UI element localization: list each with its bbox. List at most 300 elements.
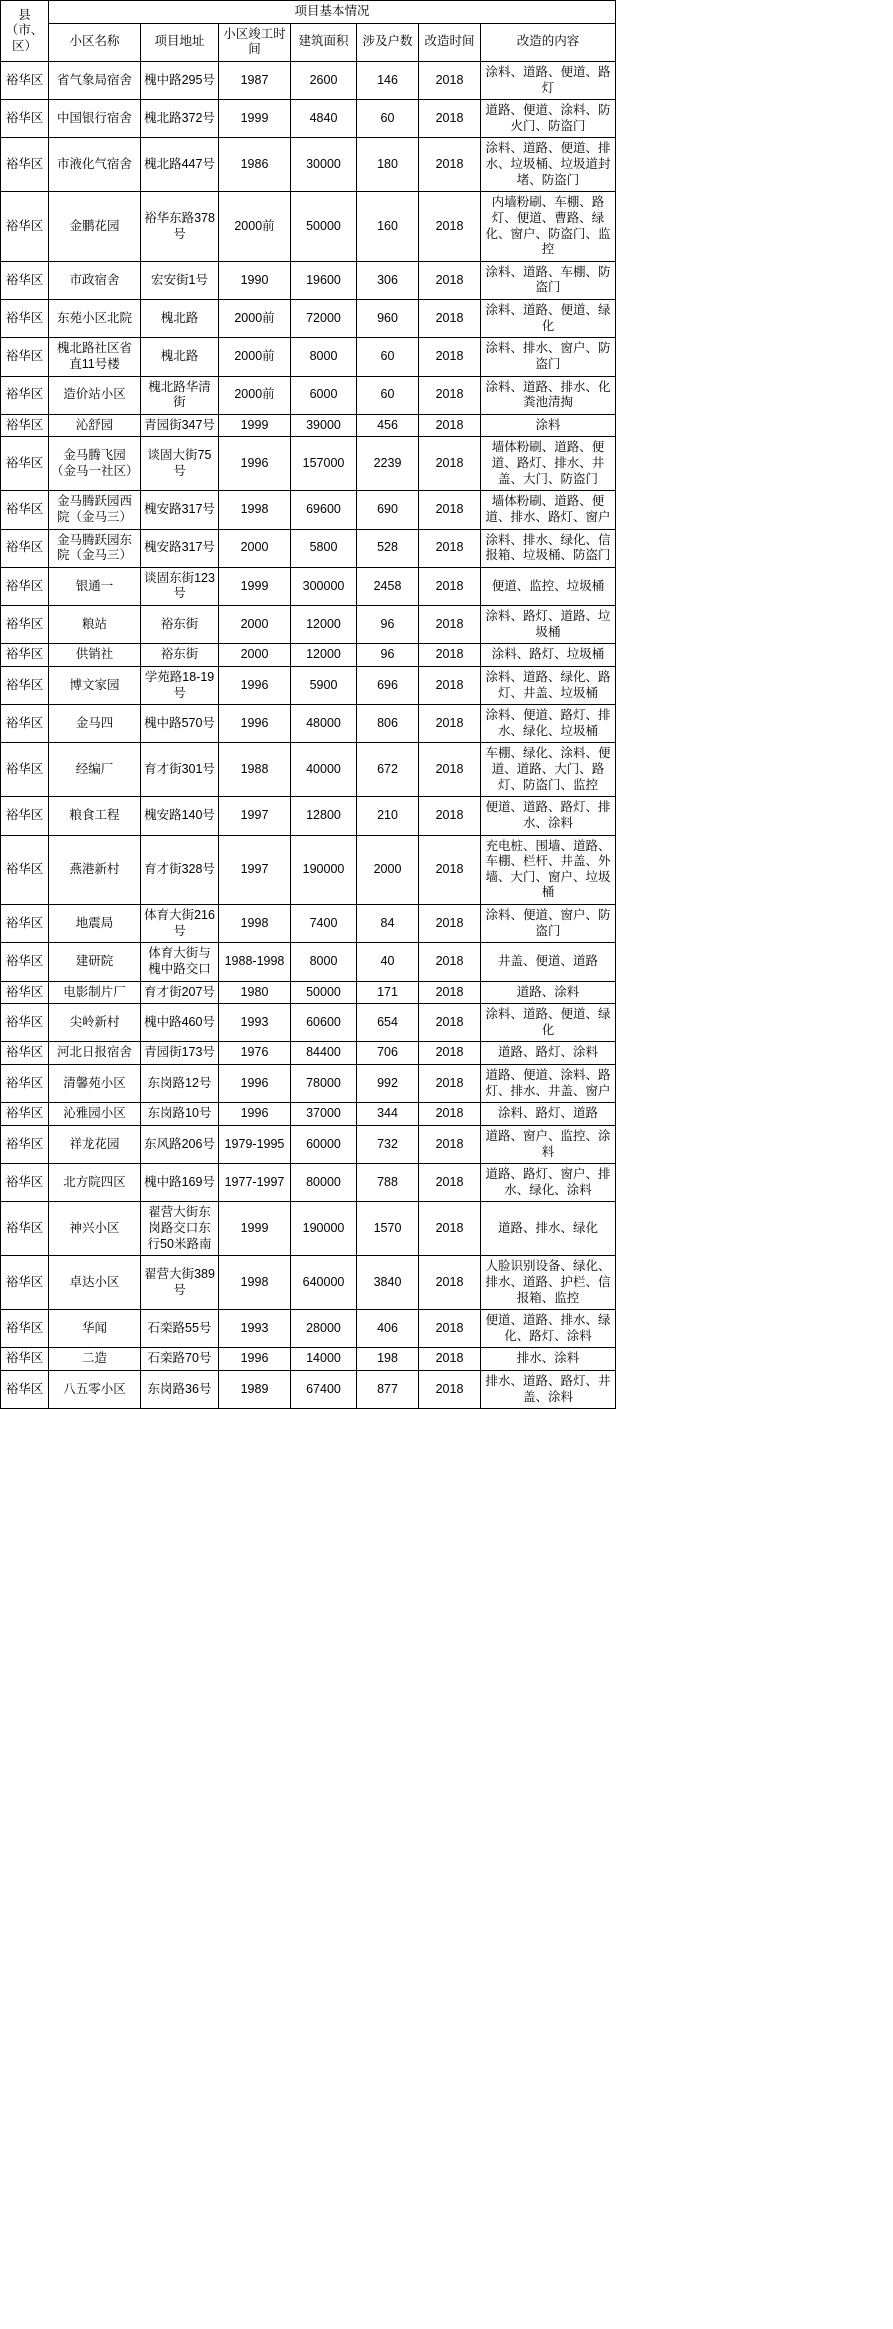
cell-completion-time: 1999 <box>219 1202 291 1256</box>
cell-completion-time: 1996 <box>219 437 291 491</box>
cell-district: 裕华区 <box>1 1256 49 1310</box>
table-row <box>1 1042 616 1065</box>
cell-retrofit-content: 墙体粉刷、道路、便道、路灯、排水、井盖、大门、防盗门 <box>481 437 616 491</box>
cell-retrofit-content: 道路、路灯、窗户、排水、绿化、涂料 <box>481 1164 616 1202</box>
cell-community-name: 电影制片厂 <box>49 981 141 1004</box>
table-row <box>1 943 616 981</box>
cell-building-area: 19600 <box>291 261 357 299</box>
cell-building-area: 12800 <box>291 797 357 835</box>
cell-households: 344 <box>357 1103 419 1126</box>
cell-households: 3840 <box>357 1256 419 1310</box>
cell-retrofit-content: 涂料、便道、窗户、防盗门 <box>481 905 616 943</box>
table-row <box>1 606 616 644</box>
cell-community-name: 神兴小区 <box>49 1202 141 1256</box>
cell-district: 裕华区 <box>1 666 49 704</box>
column-header-district: 县（市、区） <box>1 1 49 62</box>
cell-community-name: 八五零小区 <box>49 1371 141 1409</box>
cell-households: 406 <box>357 1310 419 1348</box>
cell-retrofit-content: 便道、道路、路灯、排水、涂料 <box>481 797 616 835</box>
cell-retrofit-content: 便道、监控、垃圾桶 <box>481 567 616 605</box>
cell-project-address: 槐中路295号 <box>141 61 219 99</box>
cell-building-area: 12000 <box>291 644 357 667</box>
cell-building-area: 14000 <box>291 1348 357 1371</box>
table-row <box>1 1004 616 1042</box>
table-row <box>1 1310 616 1348</box>
cell-project-address: 东岗路12号 <box>141 1065 219 1103</box>
cell-completion-time: 2000 <box>219 606 291 644</box>
cell-retrofit-time: 2018 <box>419 705 481 743</box>
cell-retrofit-time: 2018 <box>419 1042 481 1065</box>
cell-completion-time: 1986 <box>219 138 291 192</box>
cell-community-name: 燕港新村 <box>49 835 141 905</box>
cell-building-area: 37000 <box>291 1103 357 1126</box>
cell-district: 裕华区 <box>1 376 49 414</box>
cell-project-address: 槐北路372号 <box>141 100 219 138</box>
cell-building-area: 60000 <box>291 1125 357 1163</box>
cell-project-address: 槐安路317号 <box>141 529 219 567</box>
cell-community-name: 北方院四区 <box>49 1164 141 1202</box>
cell-project-address: 体育大街216号 <box>141 905 219 943</box>
cell-retrofit-content: 涂料、道路、便道、排水、垃圾桶、垃圾道封堵、防盗门 <box>481 138 616 192</box>
cell-completion-time: 1993 <box>219 1310 291 1348</box>
cell-households: 528 <box>357 529 419 567</box>
cell-retrofit-content: 井盖、便道、道路 <box>481 943 616 981</box>
cell-retrofit-content: 涂料、道路、车棚、防盗门 <box>481 261 616 299</box>
cell-district: 裕华区 <box>1 705 49 743</box>
cell-retrofit-content: 涂料、道路、便道、绿化 <box>481 1004 616 1042</box>
cell-retrofit-time: 2018 <box>419 61 481 99</box>
cell-community-name: 沁雅园小区 <box>49 1103 141 1126</box>
cell-households: 1570 <box>357 1202 419 1256</box>
cell-retrofit-time: 2018 <box>419 529 481 567</box>
cell-project-address: 裕东街 <box>141 644 219 667</box>
column-header-building-area: 建筑面积 <box>291 23 357 61</box>
cell-households: 146 <box>357 61 419 99</box>
cell-community-name: 金马腾跃园西院（金马三） <box>49 491 141 529</box>
cell-retrofit-time: 2018 <box>419 300 481 338</box>
cell-retrofit-content: 涂料、排水、窗户、防盗门 <box>481 338 616 376</box>
cell-district: 裕华区 <box>1 1004 49 1042</box>
cell-completion-time: 1993 <box>219 1004 291 1042</box>
cell-households: 40 <box>357 943 419 981</box>
cell-retrofit-time: 2018 <box>419 1065 481 1103</box>
cell-retrofit-time: 2018 <box>419 138 481 192</box>
cell-retrofit-content: 涂料、路灯、道路、垃圾桶 <box>481 606 616 644</box>
table-header-row-1 <box>1 1 616 24</box>
cell-project-address: 槐中路460号 <box>141 1004 219 1042</box>
table-row <box>1 192 616 262</box>
cell-building-area: 157000 <box>291 437 357 491</box>
cell-retrofit-content: 道路、便道、涂料、路灯、排水、井盖、窗户 <box>481 1065 616 1103</box>
column-group-header-project-info: 项目基本情况 <box>49 1 616 24</box>
cell-building-area: 39000 <box>291 414 357 437</box>
cell-community-name: 河北日报宿舍 <box>49 1042 141 1065</box>
cell-project-address: 宏安街1号 <box>141 261 219 299</box>
cell-district: 裕华区 <box>1 1371 49 1409</box>
cell-district: 裕华区 <box>1 1164 49 1202</box>
cell-project-address: 裕东街 <box>141 606 219 644</box>
cell-district: 裕华区 <box>1 529 49 567</box>
cell-building-area: 80000 <box>291 1164 357 1202</box>
cell-community-name: 东苑小区北院 <box>49 300 141 338</box>
cell-retrofit-content: 涂料、道路、便道、绿化 <box>481 300 616 338</box>
table-row <box>1 338 616 376</box>
table-row <box>1 1103 616 1126</box>
cell-retrofit-time: 2018 <box>419 100 481 138</box>
cell-retrofit-time: 2018 <box>419 1125 481 1163</box>
cell-building-area: 7400 <box>291 905 357 943</box>
cell-households: 210 <box>357 797 419 835</box>
cell-district: 裕华区 <box>1 1125 49 1163</box>
cell-retrofit-time: 2018 <box>419 644 481 667</box>
cell-community-name: 供销社 <box>49 644 141 667</box>
cell-retrofit-time: 2018 <box>419 606 481 644</box>
table-row <box>1 1065 616 1103</box>
cell-project-address: 育才街301号 <box>141 743 219 797</box>
cell-district: 裕华区 <box>1 437 49 491</box>
cell-completion-time: 1996 <box>219 1348 291 1371</box>
cell-building-area: 60600 <box>291 1004 357 1042</box>
cell-building-area: 190000 <box>291 1202 357 1256</box>
cell-district: 裕华区 <box>1 61 49 99</box>
cell-building-area: 190000 <box>291 835 357 905</box>
cell-building-area: 72000 <box>291 300 357 338</box>
cell-households: 171 <box>357 981 419 1004</box>
cell-households: 306 <box>357 261 419 299</box>
table-row <box>1 705 616 743</box>
cell-community-name: 祥龙花园 <box>49 1125 141 1163</box>
cell-district: 裕华区 <box>1 491 49 529</box>
cell-retrofit-content: 道路、路灯、涂料 <box>481 1042 616 1065</box>
cell-district: 裕华区 <box>1 905 49 943</box>
cell-community-name: 卓达小区 <box>49 1256 141 1310</box>
cell-district: 裕华区 <box>1 835 49 905</box>
cell-district: 裕华区 <box>1 606 49 644</box>
cell-retrofit-time: 2018 <box>419 491 481 529</box>
cell-district: 裕华区 <box>1 644 49 667</box>
table-row <box>1 1202 616 1256</box>
cell-project-address: 学苑路18-19号 <box>141 666 219 704</box>
table-body <box>1 61 616 1408</box>
cell-completion-time: 1996 <box>219 1065 291 1103</box>
cell-building-area: 2600 <box>291 61 357 99</box>
table-row <box>1 797 616 835</box>
cell-building-area: 8000 <box>291 338 357 376</box>
cell-retrofit-content: 涂料、道路、绿化、路灯、井盖、垃圾桶 <box>481 666 616 704</box>
cell-community-name: 中国银行宿舍 <box>49 100 141 138</box>
cell-building-area: 300000 <box>291 567 357 605</box>
cell-retrofit-time: 2018 <box>419 1103 481 1126</box>
column-header-completion-time: 小区竣工时间 <box>219 23 291 61</box>
column-header-households: 涉及户数 <box>357 23 419 61</box>
cell-completion-time: 2000 <box>219 644 291 667</box>
table-row <box>1 100 616 138</box>
cell-completion-time: 1996 <box>219 1103 291 1126</box>
cell-project-address: 翟营大街东岗路交口东行50米路南 <box>141 1202 219 1256</box>
cell-completion-time: 1996 <box>219 666 291 704</box>
cell-households: 456 <box>357 414 419 437</box>
cell-community-name: 槐北路社区省直11号楼 <box>49 338 141 376</box>
cell-project-address: 石栾路55号 <box>141 1310 219 1348</box>
table-row <box>1 414 616 437</box>
cell-households: 806 <box>357 705 419 743</box>
cell-building-area: 40000 <box>291 743 357 797</box>
cell-retrofit-content: 涂料 <box>481 414 616 437</box>
cell-retrofit-content: 涂料、便道、路灯、排水、绿化、垃圾桶 <box>481 705 616 743</box>
cell-project-address: 谈固大街75号 <box>141 437 219 491</box>
cell-households: 60 <box>357 338 419 376</box>
table-row <box>1 644 616 667</box>
cell-retrofit-content: 排水、涂料 <box>481 1348 616 1371</box>
cell-completion-time: 1976 <box>219 1042 291 1065</box>
cell-community-name: 地震局 <box>49 905 141 943</box>
cell-district: 裕华区 <box>1 1202 49 1256</box>
cell-retrofit-time: 2018 <box>419 1164 481 1202</box>
cell-project-address: 槐安路317号 <box>141 491 219 529</box>
table-row <box>1 138 616 192</box>
cell-households: 654 <box>357 1004 419 1042</box>
cell-retrofit-time: 2018 <box>419 666 481 704</box>
cell-retrofit-time: 2018 <box>419 1202 481 1256</box>
cell-district: 裕华区 <box>1 138 49 192</box>
cell-completion-time: 1989 <box>219 1371 291 1409</box>
cell-retrofit-content: 道路、排水、绿化 <box>481 1202 616 1256</box>
table-row <box>1 567 616 605</box>
cell-retrofit-content: 涂料、道路、便道、路灯 <box>481 61 616 99</box>
cell-households: 672 <box>357 743 419 797</box>
cell-completion-time: 1988-1998 <box>219 943 291 981</box>
cell-households: 2239 <box>357 437 419 491</box>
cell-completion-time: 1980 <box>219 981 291 1004</box>
cell-households: 96 <box>357 606 419 644</box>
column-header-community-name: 小区名称 <box>49 23 141 61</box>
renovation-projects-table <box>0 0 616 1409</box>
cell-project-address: 东风路206号 <box>141 1125 219 1163</box>
cell-completion-time: 1998 <box>219 905 291 943</box>
table-row <box>1 743 616 797</box>
cell-retrofit-time: 2018 <box>419 567 481 605</box>
cell-building-area: 640000 <box>291 1256 357 1310</box>
cell-retrofit-time: 2018 <box>419 338 481 376</box>
cell-retrofit-content: 人脸识别设备、绿化、排水、道路、护栏、信报箱、监控 <box>481 1256 616 1310</box>
cell-community-name: 市政宿舍 <box>49 261 141 299</box>
cell-building-area: 5800 <box>291 529 357 567</box>
cell-retrofit-time: 2018 <box>419 981 481 1004</box>
cell-households: 992 <box>357 1065 419 1103</box>
cell-completion-time: 1988 <box>219 743 291 797</box>
cell-project-address: 翟营大街389号 <box>141 1256 219 1310</box>
cell-community-name: 金马腾跃园东院（金马三） <box>49 529 141 567</box>
cell-building-area: 28000 <box>291 1310 357 1348</box>
cell-retrofit-content: 便道、道路、排水、绿化、路灯、涂料 <box>481 1310 616 1348</box>
cell-retrofit-time: 2018 <box>419 414 481 437</box>
cell-project-address: 育才街207号 <box>141 981 219 1004</box>
cell-completion-time: 1997 <box>219 835 291 905</box>
cell-project-address: 体育大街与槐中路交口 <box>141 943 219 981</box>
cell-community-name: 省气象局宿舍 <box>49 61 141 99</box>
cell-building-area: 67400 <box>291 1371 357 1409</box>
cell-project-address: 青园街347号 <box>141 414 219 437</box>
cell-retrofit-time: 2018 <box>419 943 481 981</box>
cell-retrofit-content: 道路、窗户、监控、涂料 <box>481 1125 616 1163</box>
cell-community-name: 银通一 <box>49 567 141 605</box>
cell-community-name: 博文家园 <box>49 666 141 704</box>
cell-district: 裕华区 <box>1 1042 49 1065</box>
cell-completion-time: 1999 <box>219 414 291 437</box>
cell-building-area: 84400 <box>291 1042 357 1065</box>
cell-community-name: 市液化气宿舍 <box>49 138 141 192</box>
cell-project-address: 槐北路 <box>141 338 219 376</box>
cell-completion-time: 2000前 <box>219 376 291 414</box>
cell-district: 裕华区 <box>1 192 49 262</box>
cell-retrofit-content: 内墙粉刷、车棚、路灯、便道、曹路、绿化、窗户、防盗门、监控 <box>481 192 616 262</box>
cell-households: 690 <box>357 491 419 529</box>
table-header <box>1 1 616 62</box>
table-row <box>1 981 616 1004</box>
cell-community-name: 金马腾飞园（金马一社区） <box>49 437 141 491</box>
cell-retrofit-time: 2018 <box>419 192 481 262</box>
cell-retrofit-time: 2018 <box>419 797 481 835</box>
cell-community-name: 粮站 <box>49 606 141 644</box>
cell-households: 96 <box>357 644 419 667</box>
cell-district: 裕华区 <box>1 797 49 835</box>
cell-community-name: 金马四 <box>49 705 141 743</box>
table-row <box>1 1348 616 1371</box>
cell-households: 2000 <box>357 835 419 905</box>
cell-district: 裕华区 <box>1 338 49 376</box>
cell-completion-time: 1990 <box>219 261 291 299</box>
table-row <box>1 376 616 414</box>
table-row <box>1 437 616 491</box>
cell-retrofit-time: 2018 <box>419 1371 481 1409</box>
cell-retrofit-content: 道路、便道、涂料、防火门、防盗门 <box>481 100 616 138</box>
cell-building-area: 8000 <box>291 943 357 981</box>
cell-completion-time: 2000前 <box>219 338 291 376</box>
cell-district: 裕华区 <box>1 981 49 1004</box>
cell-building-area: 50000 <box>291 981 357 1004</box>
cell-households: 2458 <box>357 567 419 605</box>
table-row <box>1 1371 616 1409</box>
cell-households: 696 <box>357 666 419 704</box>
cell-district: 裕华区 <box>1 414 49 437</box>
table-row <box>1 1164 616 1202</box>
cell-district: 裕华区 <box>1 1348 49 1371</box>
cell-community-name: 经编厂 <box>49 743 141 797</box>
cell-building-area: 50000 <box>291 192 357 262</box>
cell-retrofit-time: 2018 <box>419 1348 481 1371</box>
cell-households: 960 <box>357 300 419 338</box>
cell-building-area: 12000 <box>291 606 357 644</box>
table-row <box>1 666 616 704</box>
cell-district: 裕华区 <box>1 300 49 338</box>
cell-community-name: 华闻 <box>49 1310 141 1348</box>
cell-building-area: 5900 <box>291 666 357 704</box>
cell-community-name: 尖岭新村 <box>49 1004 141 1042</box>
table-row <box>1 905 616 943</box>
column-header-project-address: 项目地址 <box>141 23 219 61</box>
cell-building-area: 30000 <box>291 138 357 192</box>
cell-households: 706 <box>357 1042 419 1065</box>
table-row <box>1 491 616 529</box>
cell-retrofit-time: 2018 <box>419 261 481 299</box>
cell-completion-time: 1979-1995 <box>219 1125 291 1163</box>
cell-households: 788 <box>357 1164 419 1202</box>
cell-project-address: 槐北路447号 <box>141 138 219 192</box>
cell-retrofit-time: 2018 <box>419 835 481 905</box>
cell-community-name: 二造 <box>49 1348 141 1371</box>
cell-retrofit-content: 墙体粉刷、道路、便道、排水、路灯、窗户 <box>481 491 616 529</box>
table-row <box>1 261 616 299</box>
cell-project-address: 东岗路36号 <box>141 1371 219 1409</box>
cell-building-area: 69600 <box>291 491 357 529</box>
cell-households: 732 <box>357 1125 419 1163</box>
cell-project-address: 东岗路10号 <box>141 1103 219 1126</box>
cell-retrofit-time: 2018 <box>419 1256 481 1310</box>
cell-retrofit-content: 道路、涂料 <box>481 981 616 1004</box>
table-row <box>1 835 616 905</box>
table-row <box>1 61 616 99</box>
cell-district: 裕华区 <box>1 943 49 981</box>
cell-project-address: 槐安路140号 <box>141 797 219 835</box>
table-header-row-2 <box>1 23 616 61</box>
cell-building-area: 4840 <box>291 100 357 138</box>
cell-building-area: 6000 <box>291 376 357 414</box>
column-header-retrofit-content: 改造的内容 <box>481 23 616 61</box>
cell-community-name: 造价站小区 <box>49 376 141 414</box>
table-row <box>1 529 616 567</box>
cell-households: 84 <box>357 905 419 943</box>
cell-community-name: 金鹏花园 <box>49 192 141 262</box>
cell-completion-time: 1977-1997 <box>219 1164 291 1202</box>
cell-project-address: 槐北路华清街 <box>141 376 219 414</box>
cell-project-address: 槐中路570号 <box>141 705 219 743</box>
cell-completion-time: 1999 <box>219 567 291 605</box>
cell-community-name: 沁舒园 <box>49 414 141 437</box>
cell-district: 裕华区 <box>1 567 49 605</box>
cell-completion-time: 2000 <box>219 529 291 567</box>
cell-households: 60 <box>357 376 419 414</box>
cell-project-address: 槐北路 <box>141 300 219 338</box>
cell-district: 裕华区 <box>1 1065 49 1103</box>
cell-community-name: 清馨苑小区 <box>49 1065 141 1103</box>
cell-retrofit-content: 涂料、排水、绿化、信报箱、垃圾桶、防盗门 <box>481 529 616 567</box>
cell-community-name: 建研院 <box>49 943 141 981</box>
cell-retrofit-time: 2018 <box>419 376 481 414</box>
cell-households: 160 <box>357 192 419 262</box>
table-row <box>1 300 616 338</box>
cell-completion-time: 2000前 <box>219 192 291 262</box>
table-row <box>1 1256 616 1310</box>
cell-retrofit-content: 车棚、绿化、涂料、便道、道路、大门、路灯、防盗门、监控 <box>481 743 616 797</box>
cell-building-area: 78000 <box>291 1065 357 1103</box>
cell-retrofit-time: 2018 <box>419 437 481 491</box>
cell-retrofit-time: 2018 <box>419 743 481 797</box>
cell-completion-time: 1987 <box>219 61 291 99</box>
table-row <box>1 1125 616 1163</box>
cell-project-address: 裕华东路378号 <box>141 192 219 262</box>
cell-retrofit-time: 2018 <box>419 1004 481 1042</box>
cell-district: 裕华区 <box>1 1310 49 1348</box>
cell-building-area: 48000 <box>291 705 357 743</box>
cell-completion-time: 1997 <box>219 797 291 835</box>
cell-project-address: 槐中路169号 <box>141 1164 219 1202</box>
cell-completion-time: 1998 <box>219 1256 291 1310</box>
cell-households: 877 <box>357 1371 419 1409</box>
cell-households: 180 <box>357 138 419 192</box>
cell-retrofit-content: 充电桩、围墙、道路、车棚、栏杆、井盖、外墙、大门、窗户、垃圾桶 <box>481 835 616 905</box>
cell-completion-time: 1996 <box>219 705 291 743</box>
cell-community-name: 粮食工程 <box>49 797 141 835</box>
